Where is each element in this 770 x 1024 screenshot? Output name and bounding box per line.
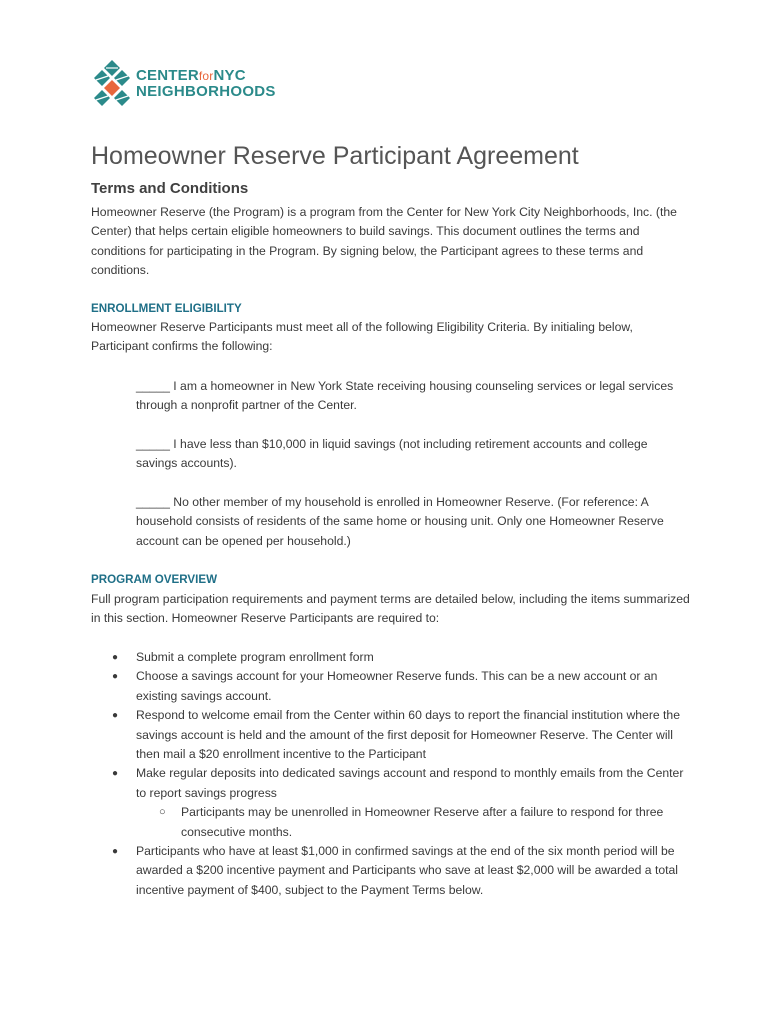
- logo-center: CENTER: [136, 67, 199, 84]
- logo-nyc: NYC: [213, 67, 246, 84]
- eligibility-item[interactable]: _____ No other member of my household is enrolled in Homeowner Reserve. (For reference: A household consists of residents of the same home or housing unit. Only one Homeowner Reserve account can be opened per household.): [136, 495, 664, 548]
- requirements-list: [91, 648, 691, 900]
- list-item-text: Make regular deposits into dedicated savings account and respond to monthly emails from the Center to report savings progress: [136, 766, 684, 800]
- overview-intro: Full program participation requirements and payment terms are detailed below, including the items summarized in this section. Homeowner Reserve Participants are required to:: [91, 592, 690, 626]
- logo-line-2: NEIGHBORHOODS: [136, 83, 276, 100]
- logo-line-1: [136, 68, 276, 84]
- logo-for: for: [198, 69, 214, 83]
- list-item: [91, 667, 691, 706]
- eligibility-item[interactable]: _____ I am a homeowner in New York State receiving housing counseling services or legal services through a nonprofit partner of the Center.: [136, 379, 674, 413]
- document-title: Homeowner Reserve Participant Agreement: [91, 142, 579, 170]
- eligibility-heading: ENROLLMENT ELIGIBILITY: [91, 302, 242, 315]
- cnycn-logo: [92, 58, 282, 108]
- sub-list-item-text: Participants may be unenrolled in Homeowner Reserve after a failure to respond for three consecutive months.: [181, 805, 664, 839]
- list-item: [91, 706, 691, 764]
- eligibility-item[interactable]: _____ I have less than $10,000 in liquid savings (not including retirement accounts and college savings accounts).: [136, 437, 648, 471]
- logo-wordmark: [136, 68, 276, 100]
- list-item-text: Choose a savings account for your Homeowner Reserve funds. This can be a new account or an existing savings account.: [136, 669, 658, 703]
- list-item-text: Respond to welcome email from the Center within 60 days to report the financial institution where the savings account is held and the amount of the first deposit for Homeowner Reserve. The Center will then mail a $20 enrollment incentive to the Participant: [136, 708, 680, 762]
- list-item-text: Participants who have at least $1,000 in confirmed savings at the end of the six month period will be awarded a $200 incentive payment and Participants who save at least $2,000 will be awarded a total incentive payment of $400, subject to the Payment Terms below.: [136, 844, 679, 897]
- list-item: [91, 764, 691, 803]
- bullet-icon: ●: [112, 652, 119, 663]
- sub-bullet-icon: ○: [159, 806, 166, 819]
- overview-heading: PROGRAM OVERVIEW: [91, 573, 218, 586]
- logo-mark-icon: [92, 58, 132, 106]
- list-item: [91, 842, 691, 900]
- document-subtitle: Terms and Conditions: [91, 180, 249, 197]
- bullet-icon: ●: [112, 671, 119, 683]
- list-item-text: Submit a complete program enrollment form: [136, 650, 374, 664]
- eligibility-intro: Homeowner Reserve Participants must meet all of the following Eligibility Criteria. By initialing below, Participant confirms the following:: [91, 320, 633, 354]
- bullet-icon: ●: [112, 710, 119, 722]
- sub-list-item: [91, 803, 691, 842]
- list-item: [91, 648, 691, 667]
- intro-paragraph: Homeowner Reserve (the Program) is a program from the Center for New York City Neighborhoods, Inc. (the Center) that helps certain eligible homeowners to build savings. This document outlines the terms and conditions for participating in the Program. By signing below, the Participant agrees to these terms and conditions.: [91, 205, 677, 278]
- bullet-icon: ●: [112, 846, 119, 858]
- bullet-icon: ●: [112, 768, 119, 780]
